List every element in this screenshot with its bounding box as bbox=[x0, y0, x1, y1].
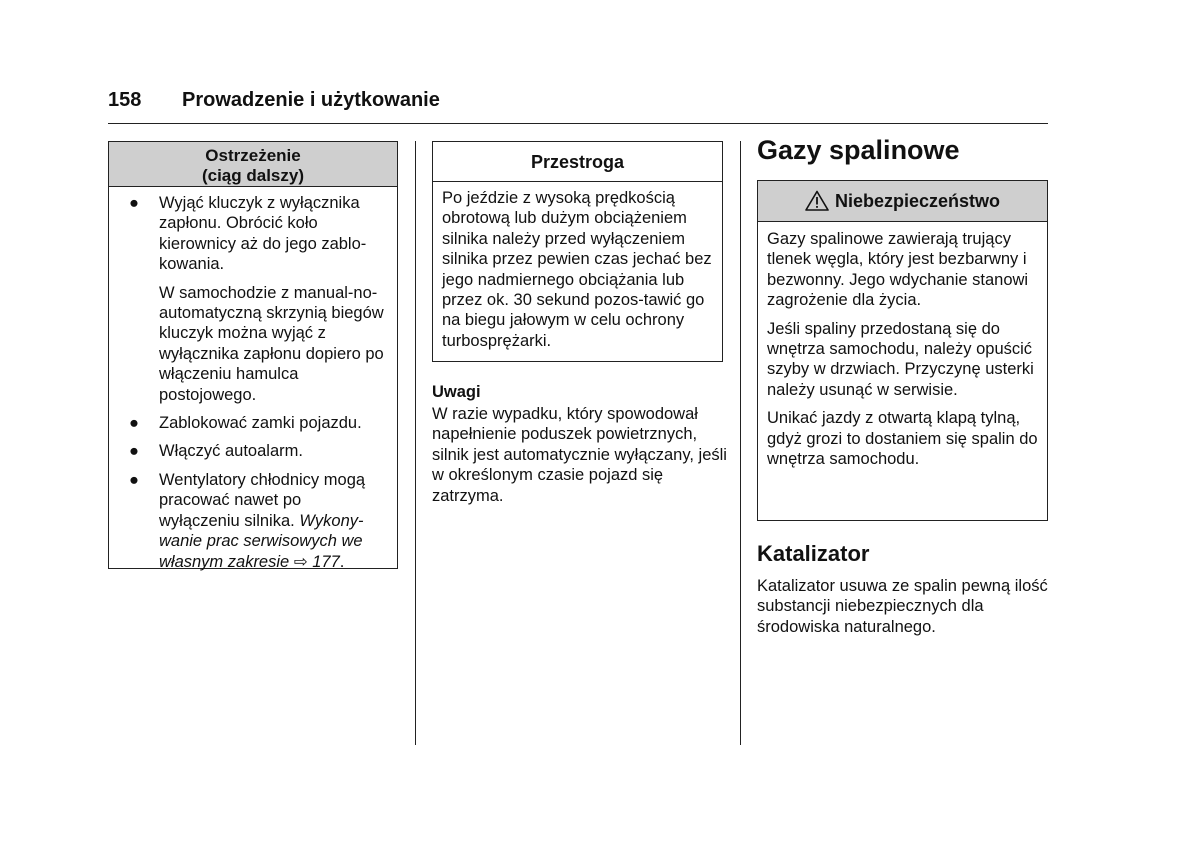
page-number: 158 bbox=[108, 89, 142, 111]
warning-box-subtitle: (ciąg dalszy) bbox=[201, 166, 305, 185]
list-item-text: Wyjąć kluczyk z wyłącznika zapłonu. Obrócić koło kierownicy aż do jego zablo-kowania. bbox=[159, 194, 367, 274]
cross-reference-link[interactable]: Wykony-wanie prac serwisowych we własnym zakresie bbox=[159, 511, 364, 571]
bullet: ● bbox=[129, 470, 139, 489]
bullet: ● bbox=[129, 414, 139, 433]
header-rule bbox=[108, 123, 1048, 124]
bullet: ● bbox=[129, 442, 139, 461]
subsection-heading: Katalizator bbox=[757, 541, 870, 566]
list-item-text bbox=[159, 470, 385, 572]
page-header bbox=[108, 89, 440, 112]
danger-paragraph: Unikać jazdy z otwartą klapą tylną, gdyż grozi to dostaniem się spalin do wnętrza samochodu. bbox=[767, 409, 1038, 469]
danger-box-body bbox=[758, 222, 1047, 469]
list-item bbox=[129, 441, 385, 461]
warning-triangle-icon bbox=[805, 190, 829, 211]
warning-bullet-list bbox=[109, 187, 397, 572]
bullet: ● bbox=[129, 194, 139, 212]
caution-box bbox=[432, 141, 723, 362]
list-item bbox=[129, 193, 385, 405]
column-divider-left bbox=[415, 141, 416, 745]
caution-box-title: Przestroga bbox=[433, 142, 722, 182]
warning-box-header bbox=[109, 142, 397, 187]
subsection-text: Katalizator usuwa ze spalin pewną ilość substancji niebezpiecznych dla środowiska naturalnego. bbox=[757, 577, 1048, 636]
danger-paragraph: Gazy spalinowe zawierają trujący tlenek węgla, który jest bezbarwny i bezwonny. Jego wdychanie stanowi zagrożenie dla życia. bbox=[767, 230, 1029, 310]
caution-box-text: Po jeździe z wysoką prędkością obrotową lub dużym obciążeniem silnika należy przed wyłączeniem silnika przez pewien czas jechać bez jego nadmiernego obciążania lub przez ok. 30 sekund pozos-tawić go na biegu jałowym w celu ochrony turbosprężarki. bbox=[442, 189, 712, 350]
danger-box bbox=[757, 180, 1048, 521]
list-item-text: W samochodzie z manual-no-automatyczną skrzynią biegów kluczyk można wyjąć z wyłącznika zapłonu dopiero po włączeniu hamulca postojowego. bbox=[159, 283, 384, 404]
page-title: Prowadzenie i użytkowanie bbox=[182, 89, 440, 111]
punctuation: . bbox=[339, 552, 345, 571]
column-divider-right bbox=[740, 141, 741, 745]
danger-paragraph: Jeśli spaliny przedostaną się do wnętrza samochodu, należy opuścić szyby w drzwiach. Przyczynę usterki należy usunąć w serwisie. bbox=[767, 319, 1034, 399]
page-reference[interactable]: 177 bbox=[312, 552, 340, 571]
list-item-text-plain: Wentylatory chłodnicy mogą pracować nawet po wyłączeniu silnika. bbox=[159, 470, 366, 530]
danger-box-header bbox=[758, 181, 1047, 222]
warning-box-title: Ostrzeżenie bbox=[205, 146, 301, 165]
note-heading: Uwagi bbox=[432, 383, 481, 401]
page-ref-arrow-icon: ⇨ bbox=[293, 552, 308, 571]
list-item-text: Zablokować zamki pojazdu. bbox=[159, 414, 362, 433]
list-item bbox=[129, 470, 385, 572]
section-heading: Gazy spalinowe bbox=[757, 135, 960, 165]
list-item bbox=[129, 413, 385, 433]
warning-box-continued bbox=[108, 141, 398, 569]
note-text: W razie wypadku, który spowodował napełnienie poduszek powietrznych, silnik jest automatycznie wyłączany, jeśli w określonym czasie pojazd się zatrzyma. bbox=[432, 405, 727, 505]
list-item-text: Włączyć autoalarm. bbox=[159, 442, 303, 461]
danger-box-title: Niebezpieczeństwo bbox=[834, 191, 1001, 211]
